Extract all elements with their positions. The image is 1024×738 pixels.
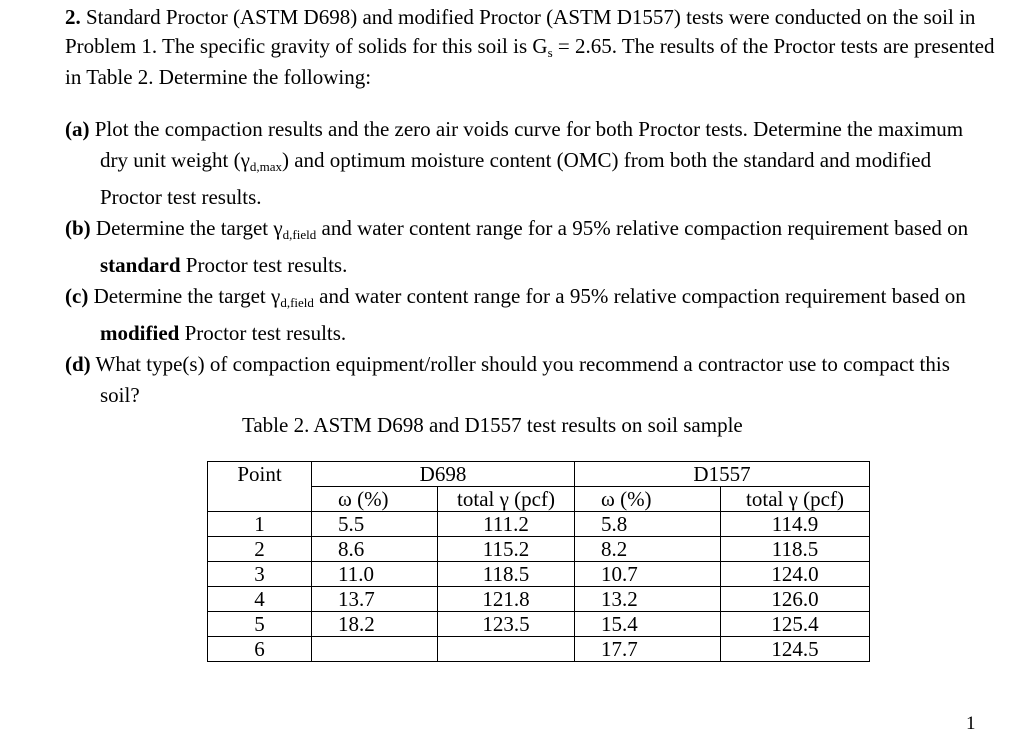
- part-d-label: (d): [65, 352, 91, 376]
- d1557-water-cell: 5.8: [575, 512, 721, 537]
- d698-gamma-cell: 121.8: [438, 587, 575, 612]
- table-row: [208, 562, 870, 587]
- d698-gamma-cell: [438, 637, 575, 662]
- d1557-gamma-cell: 124.5: [721, 637, 870, 662]
- d1557-water-cell: 8.2: [575, 537, 721, 562]
- part-c-label: (c): [65, 284, 89, 308]
- d1557-unit-weight-header: total γ (pcf): [721, 487, 870, 512]
- table-row: [208, 537, 870, 562]
- d1557-header: D1557: [575, 462, 870, 487]
- d698-water-cell: 8.6: [312, 537, 438, 562]
- part-a: [65, 114, 985, 213]
- d1557-water-cell: 10.7: [575, 562, 721, 587]
- problem-intro-text: Standard Proctor (ASTM D698) and modified Proctor (ASTM D1557) tests were conducted on the soil in Problem 1. The specific gravity of solids for this soil is G: [65, 5, 976, 58]
- gamma-symbol: γ: [273, 216, 283, 240]
- d698-gamma-cell: 111.2: [438, 512, 575, 537]
- d1557-gamma-cell: 114.9: [721, 512, 870, 537]
- gamma-subscript: d,field: [282, 227, 317, 242]
- d698-gamma-cell: 118.5: [438, 562, 575, 587]
- table-row: [208, 637, 870, 662]
- table-header-row: [208, 462, 870, 487]
- d1557-water-cell: 15.4: [575, 612, 721, 637]
- gs-subscript: s: [547, 45, 553, 60]
- point-cell: 6: [208, 637, 312, 662]
- table-row: [208, 512, 870, 537]
- d698-water-cell: 5.5: [312, 512, 438, 537]
- table-caption: Table 2. ASTM D698 and D1557 test results on soil sample: [242, 413, 743, 437]
- table-row: [208, 587, 870, 612]
- d698-water-cell: [312, 637, 438, 662]
- part-b-text-cont: and water content range for a 95% relative compaction requirement based on: [316, 216, 969, 240]
- gamma-symbol: γ: [240, 148, 250, 172]
- point-cell: 1: [208, 512, 312, 537]
- d698-gamma-cell: 115.2: [438, 537, 575, 562]
- point-cell: 3: [208, 562, 312, 587]
- part-b-text-end: Proctor test results.: [180, 253, 348, 277]
- gamma-subscript: d,field: [280, 295, 314, 310]
- d1557-water-cell: 17.7: [575, 637, 721, 662]
- problem-statement: [65, 3, 1005, 92]
- point-cell: 4: [208, 587, 312, 612]
- d1557-water-content-header: ω (%): [575, 487, 721, 512]
- point-cell: 2: [208, 537, 312, 562]
- part-a-label: (a): [65, 117, 90, 141]
- d1557-gamma-cell: 126.0: [721, 587, 870, 612]
- gamma-subscript: d,max: [249, 159, 282, 174]
- results-table: [207, 461, 870, 662]
- point-cell: 5: [208, 612, 312, 637]
- d1557-water-cell: 13.2: [575, 587, 721, 612]
- part-d: [65, 349, 985, 411]
- page-number: 1: [966, 713, 976, 734]
- part-a-text-cont: ) and optimum moisture content (OMC) from both the standard and modified Proctor test results.: [100, 148, 932, 209]
- point-header: Point: [208, 462, 312, 512]
- d698-header: D698: [312, 462, 575, 487]
- d698-water-cell: 11.0: [312, 562, 438, 587]
- d1557-gamma-cell: 124.0: [721, 562, 870, 587]
- problem-parts-list: [65, 114, 985, 411]
- d698-water-cell: 13.7: [312, 587, 438, 612]
- gamma-symbol: γ: [271, 284, 281, 308]
- part-c-text-end: Proctor test results.: [179, 321, 347, 345]
- d698-gamma-cell: 123.5: [438, 612, 575, 637]
- problem-number: 2.: [65, 5, 81, 29]
- problem-intro-tail: = 2.65. The results of the Proctor tests are presented in Table 2. Determine the following:: [65, 34, 995, 89]
- part-b-text: Determine the target: [90, 216, 274, 240]
- part-b-label: (b): [65, 216, 91, 240]
- table-row: [208, 612, 870, 637]
- emphasis-modified: modified: [100, 321, 180, 345]
- part-c: [65, 281, 985, 349]
- part-c-text: Determine the target: [88, 284, 272, 308]
- problem-intro-paragraph: [65, 3, 1005, 92]
- d698-unit-weight-header: total γ (pcf): [438, 487, 575, 512]
- emphasis-standard: standard: [100, 253, 181, 277]
- d698-water-content-header: ω (%): [312, 487, 438, 512]
- part-a-text: Plot the compaction results and the zero air voids curve for both Proctor tests. Determine the maximum dry unit weight (: [89, 117, 964, 172]
- part-d-text: What type(s) of compaction equipment/roller should you recommend a contractor use to compact this soil?: [90, 352, 950, 407]
- d1557-gamma-cell: 118.5: [721, 537, 870, 562]
- part-c-text-cont: and water content range for a 95% relative compaction requirement based on: [313, 284, 966, 308]
- d1557-gamma-cell: 125.4: [721, 612, 870, 637]
- part-b: [65, 213, 985, 281]
- d698-water-cell: 18.2: [312, 612, 438, 637]
